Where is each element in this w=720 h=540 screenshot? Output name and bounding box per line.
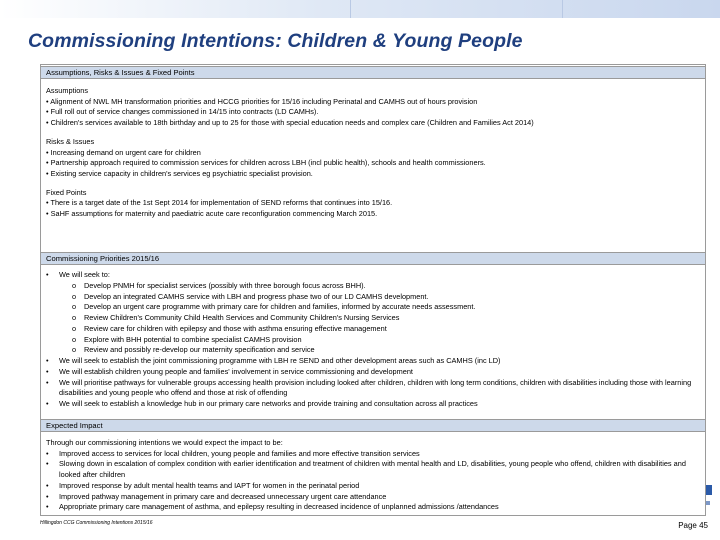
priority-sub-item: o Review and possibly re-develop our maternity specification and service	[46, 345, 699, 356]
section-header-priorities: Commissioning Priorities 2015/16	[41, 252, 705, 265]
logo-fragment	[706, 485, 712, 495]
logo-fragment	[706, 501, 710, 505]
risks-title: Risks & Issues	[46, 136, 95, 146]
priority-lead: • We will seek to:	[46, 270, 699, 281]
impact-item: • Improved response by adult mental health teams and IAPT for women in the perinatal period	[46, 481, 699, 492]
band-divider	[562, 0, 563, 18]
priority-sub-item: o Review Children's Community Child Health Services and Community Children's Nursing Services	[46, 313, 699, 324]
priorities-block	[46, 270, 699, 410]
assumption-item: • Children's services available to 18th birthday and up to 25 for those with special education needs and complex care (Children and Families Act 2014)	[46, 118, 534, 128]
priority-item: • We will seek to establish a knowledge hub in our primary care networks and provide training and consultation across all practices	[46, 399, 699, 410]
risk-item: • Partnership approach required to commission services for children across LBH (incl public health), schools and health commissioners.	[46, 158, 486, 168]
assumption-item: • Alignment of NWL MH transformation priorities and HCCG priorities for 15/16 including Perinatal and CAMHS out of hours provision	[46, 96, 478, 106]
impact-lead: Through our commissioning intentions we would expect the impact to be:	[46, 438, 283, 447]
band-divider	[350, 0, 351, 18]
priority-sub-item: o Explore with BHH potential to combine specialist CAMHS provision	[46, 335, 699, 346]
impact-item: • Appropriate primary care management of asthma, and epilepsy resulting in decreased incidence of unplanned admissions /attendances	[46, 502, 699, 513]
section-header-assumptions: Assumptions, Risks & Issues & Fixed Points	[41, 66, 705, 79]
risk-item: • Increasing demand on urgent care for children	[46, 147, 201, 157]
footer-text: Hillingdon CCG Commissioning Intentions 2015/16	[40, 520, 153, 526]
fixed-point-item: • There is a target date of the 1st Sept 2014 for implementation of SEND reforms that continues into 15/16.	[46, 198, 393, 208]
page-title: Commissioning Intentions: Children & Young People	[28, 30, 523, 52]
impact-block	[46, 438, 699, 513]
impact-item: • Improved pathway management in primary care and decreased unnecessary urgent care attendance	[46, 492, 699, 503]
priority-sub-item: o Develop an urgent care programme with primary care for children and families, informed by accurate needs assessment.	[46, 302, 699, 313]
page-number: Page 45	[678, 521, 708, 530]
priority-item: • We will establish children young people and families' involvement in service commissioning and development	[46, 367, 699, 378]
priority-sub-item: o Review care for children with epilepsy and those with asthma ensuring effective management	[46, 324, 699, 335]
fixed-point-item: • SaHF assumptions for maternity and paediatric acute care reconfiguration commencing March 2015.	[46, 209, 378, 219]
priority-item: • We will prioritise pathways for vulnerable groups accessing health provision including looked after children, children with long term conditions, children with disabilities including those with learning disabilities and young people who offend and those at risk of offending	[46, 378, 699, 400]
fixed-points-title: Fixed Points	[46, 187, 87, 197]
top-band	[0, 0, 720, 18]
assumption-item: • Full roll out of service changes commissioned in 14/15 into contracts (LD CAMHs).	[46, 107, 319, 117]
assumptions-block	[46, 86, 534, 220]
section-header-impact: Expected Impact	[41, 419, 705, 432]
risk-item: • Existing service capacity in children's services eg psychiatric specialist provision.	[46, 168, 313, 178]
impact-item: • Slowing down in escalation of complex condition with earlier identification and treatment of children with mental health and LD, disabilities, young people who offend, children with disabilities and looked after children	[46, 459, 699, 480]
priority-sub-item: o Develop an integrated CAMHS service with LBH and progress phase two of our LD CAMHS development.	[46, 292, 699, 303]
priority-item: • We will seek to establish the joint commissioning programme with LBH re SEND and other development areas such as CAMHS (inc LD)	[46, 356, 699, 367]
impact-item: • Improved access to services for local children, young people and families and more effective transition services	[46, 449, 699, 460]
priority-sub-item: o Develop PNMH for specialist services (possibly with three borough focus across BHH).	[46, 281, 699, 292]
assumptions-title: Assumptions	[46, 86, 89, 95]
